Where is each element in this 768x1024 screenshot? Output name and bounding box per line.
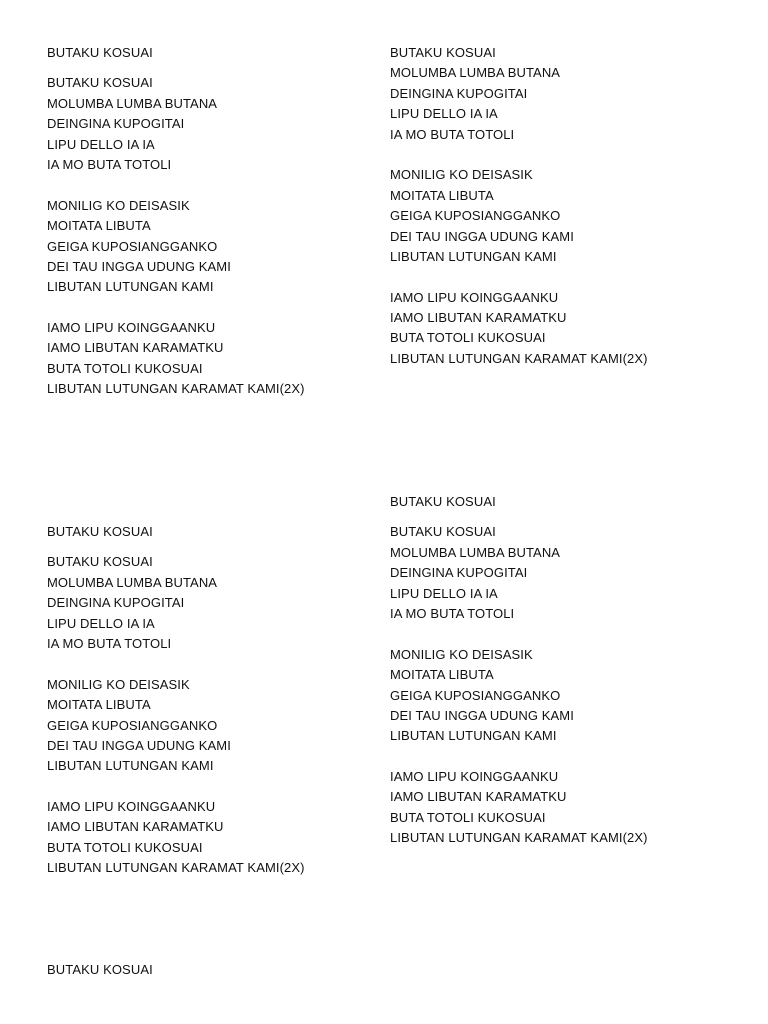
lyric-line: IA MO BUTA TOTOLI (390, 605, 515, 621)
block-heading: BUTAKU KOSUAI (47, 45, 153, 60)
stanza-2 (390, 645, 730, 747)
lyrics-block-top-left (47, 43, 387, 400)
block-heading: BUTAKU KOSUAI (390, 494, 496, 509)
stanza-3 (47, 318, 387, 400)
lyric-line: LIBUTAN LUTUNGAN KAMI (47, 279, 214, 295)
lyric-line: IA MO BUTA TOTOLI (390, 126, 515, 142)
stanza-1 (390, 522, 730, 624)
lyric-line: MOITATA LIBUTA (390, 667, 494, 683)
lyric-line: MOLUMBA LUMBA BUTANA (47, 574, 218, 590)
lyrics-block-bottom-left (47, 522, 387, 879)
lyric-line: BUTAKU KOSUAI (390, 45, 496, 60)
lyric-line: IAMO LIPU KOINGGAANKU (390, 289, 559, 305)
lyrics-block-bottom-right (390, 492, 730, 849)
lyric-line: DEI TAU INGGA UDUNG KAMI (390, 707, 574, 723)
lyric-line: LIBUTAN LUTUNGAN KARAMAT KAMI(2X) (47, 381, 305, 397)
lyric-line: IAMO LIBUTAN KARAMATKU (47, 340, 224, 356)
lyric-line: LIBUTAN LUTUNGAN KAMI (390, 248, 557, 264)
lyric-line: BUTAKU KOSUAI (47, 554, 153, 570)
lyric-line: BUTAKU KOSUAI (47, 75, 153, 91)
lyric-line: IAMO LIPU KOINGGAANKU (47, 799, 216, 815)
lyric-line: MONILIG KO DEISASIK (47, 676, 190, 692)
lyric-line: LIPU DELLO IA IA (47, 136, 155, 152)
lyric-line: MONILIG KO DEISASIK (47, 197, 190, 213)
lyric-line: LIBUTAN LUTUNGAN KAMI (47, 758, 214, 774)
lyric-line: DEINGINA KUPOGITAI (390, 85, 528, 101)
stanza-3 (390, 767, 730, 849)
lyric-line: MOLUMBA LUMBA BUTANA (47, 95, 218, 111)
lyric-line: MONILIG KO DEISASIK (390, 646, 533, 662)
lyric-line: IAMO LIPU KOINGGAANKU (390, 769, 559, 785)
lyric-line: IAMO LIPU KOINGGAANKU (47, 320, 216, 336)
lyric-line: LIBUTAN LUTUNGAN KARAMAT KAMI(2X) (390, 830, 648, 846)
lyric-line: BUTA TOTOLI KUKOSUAI (47, 360, 203, 376)
lyric-line: DEI TAU INGGA UDUNG KAMI (390, 228, 574, 244)
lyric-line: IA MO BUTA TOTOLI (47, 156, 172, 172)
lyric-line: LIPU DELLO IA IA (47, 615, 155, 631)
lyric-line: DEINGINA KUPOGITAI (390, 565, 528, 581)
lyric-line: IAMO LIBUTAN KARAMATKU (390, 789, 567, 805)
lyric-line: MOLUMBA LUMBA BUTANA (390, 544, 561, 560)
lyric-line: BUTA TOTOLI KUKOSUAI (390, 809, 546, 825)
lyric-line: IAMO LIBUTAN KARAMATKU (47, 819, 224, 835)
lyric-line: MOITATA LIBUTA (47, 697, 151, 713)
lyric-line: LIBUTAN LUTUNGAN KAMI (390, 728, 557, 744)
lyric-line: BUTAKU KOSUAI (390, 524, 496, 540)
lyric-line: GEIGA KUPOSIANGGANKO (390, 208, 561, 224)
lyric-line: DEINGINA KUPOGITAI (47, 595, 185, 611)
lyric-line: IA MO BUTA TOTOLI (47, 635, 172, 651)
stanza-2 (47, 675, 387, 777)
lyric-line: BUTA TOTOLI KUKOSUAI (390, 330, 546, 346)
lyric-line: GEIGA KUPOSIANGGANKO (390, 687, 561, 703)
stanza-2 (390, 165, 730, 267)
lyric-line: GEIGA KUPOSIANGGANKO (47, 238, 218, 254)
lyric-line: GEIGA KUPOSIANGGANKO (47, 717, 218, 733)
lyric-line: DEI TAU INGGA UDUNG KAMI (47, 258, 231, 274)
lyric-line: MONILIG KO DEISASIK (390, 167, 533, 183)
bottom-title: BUTAKU KOSUAI (47, 962, 153, 977)
lyric-line: LIBUTAN LUTUNGAN KARAMAT KAMI(2X) (47, 860, 305, 876)
lyric-line: MOLUMBA LUMBA BUTANA (390, 65, 561, 81)
lyric-line: LIPU DELLO IA IA (390, 106, 498, 122)
stanza-1 (47, 552, 387, 654)
stanza-2 (47, 196, 387, 298)
block-heading: BUTAKU KOSUAI (47, 524, 153, 539)
stanza-3 (47, 797, 387, 879)
lyric-line: IAMO LIBUTAN KARAMATKU (390, 310, 567, 326)
lyric-line: MOITATA LIBUTA (47, 218, 151, 234)
lyric-line: MOITATA LIBUTA (390, 187, 494, 203)
lyric-line: BUTA TOTOLI KUKOSUAI (47, 839, 203, 855)
stanza-3 (390, 288, 730, 370)
stanza-1 (47, 73, 387, 175)
lyric-line: LIPU DELLO IA IA (390, 585, 498, 601)
lyric-line: DEI TAU INGGA UDUNG KAMI (47, 737, 231, 753)
lyric-line: LIBUTAN LUTUNGAN KARAMAT KAMI(2X) (390, 350, 648, 366)
lyric-line: DEINGINA KUPOGITAI (47, 116, 185, 132)
stanza-1 (390, 43, 730, 145)
lyrics-block-top-right (390, 43, 730, 369)
